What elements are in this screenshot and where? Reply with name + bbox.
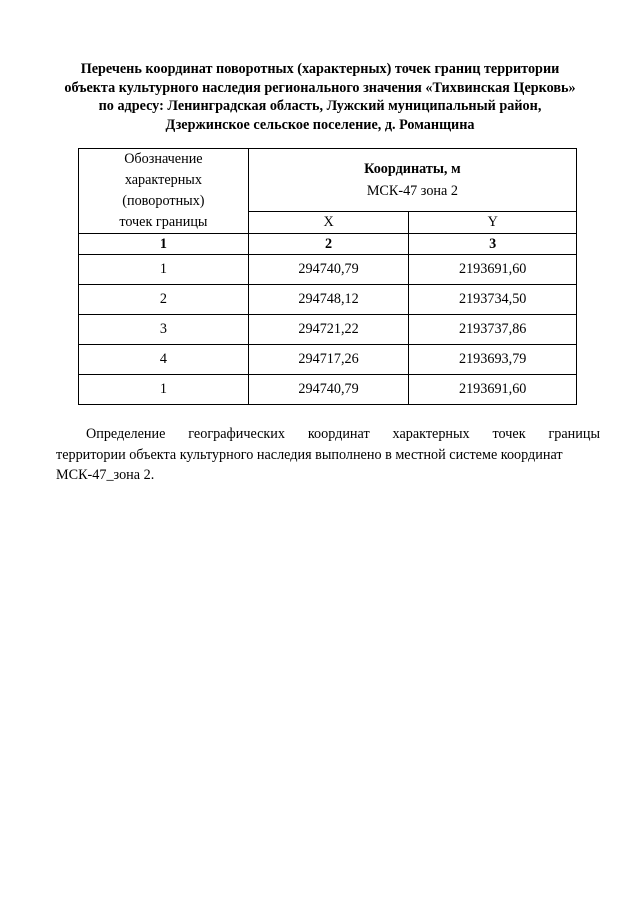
point-cell: 1 <box>79 375 249 405</box>
title-line-3: по адресу: Ленинградская область, Лужский муниципальный район, <box>98 98 542 114</box>
header-point-line-2: характерных <box>124 172 202 188</box>
note-line-3: МСК-47_зона 2. <box>56 467 155 483</box>
x-cell: 294740,79 <box>248 375 409 405</box>
table-row <box>79 375 577 405</box>
x-cell: 294717,26 <box>248 345 409 375</box>
header-point-line-4: точек границы <box>119 214 208 230</box>
column-number-2: 2 <box>248 234 409 255</box>
column-number-1: 1 <box>79 234 249 255</box>
point-cell: 4 <box>79 345 249 375</box>
y-cell: 2193691,60 <box>409 375 577 405</box>
table-row <box>79 345 577 375</box>
point-cell: 2 <box>79 285 249 315</box>
header-coordinates <box>248 149 576 212</box>
point-cell: 3 <box>79 315 249 345</box>
title-line-1: Перечень координат поворотных (характерных) точек границ территории <box>80 61 560 77</box>
x-cell: 294748,12 <box>248 285 409 315</box>
header-point-designation <box>79 149 249 234</box>
table-row <box>79 255 577 285</box>
x-cell: 294740,79 <box>248 255 409 285</box>
y-cell: 2193691,60 <box>409 255 577 285</box>
note-line-1: Определение географических координат характерных точек границы <box>86 426 600 442</box>
y-cell: 2193737,86 <box>409 315 577 345</box>
title-line-4: Дзержинское сельское поселение, д. Романщина <box>165 116 475 133</box>
x-cell: 294721,22 <box>248 315 409 345</box>
table-header-row <box>79 149 577 212</box>
coordinates-table <box>78 148 577 405</box>
header-y: Y <box>409 212 577 234</box>
header-coordinates-system: МСК-47 зона 2 <box>366 183 458 200</box>
point-cell: 1 <box>79 255 249 285</box>
column-number-3: 3 <box>409 234 577 255</box>
table-row <box>79 315 577 345</box>
column-number-row <box>79 234 577 255</box>
document-title <box>40 60 600 134</box>
y-cell: 2193693,79 <box>409 345 577 375</box>
title-line-2: объекта культурного наследия регионального значения «Тихвинская Церковь» <box>64 79 576 96</box>
note-line-2: территории объекта культурного наследия выполнено в местной системе координат <box>56 446 563 463</box>
y-cell: 2193734,50 <box>409 285 577 315</box>
note-paragraph <box>56 424 600 486</box>
header-x: X <box>248 212 409 234</box>
header-point-line-1: Обозначение <box>124 151 203 167</box>
header-point-line-3: (поворотных) <box>122 193 205 209</box>
header-coordinates-title: Координаты, м <box>364 161 461 178</box>
table-row <box>79 285 577 315</box>
